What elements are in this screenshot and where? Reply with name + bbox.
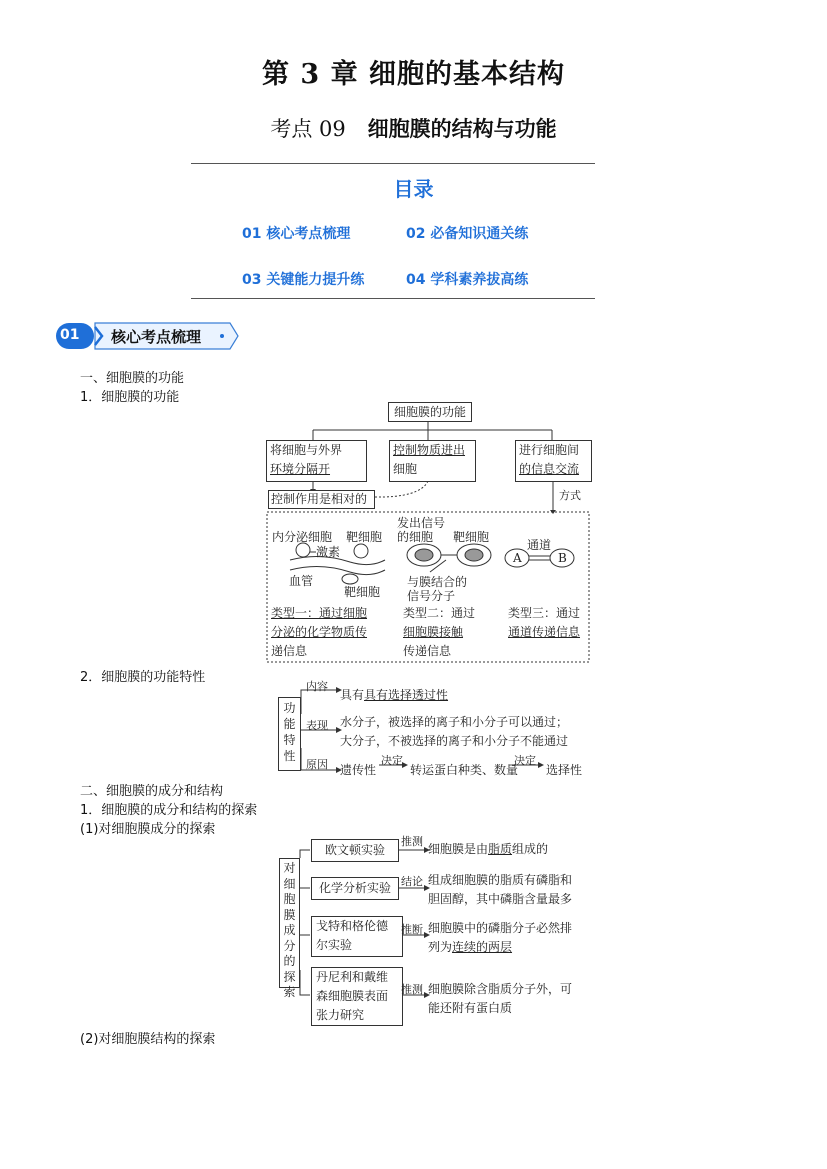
d3-res-0: 细胞膜是由脂质组成的 bbox=[428, 842, 549, 856]
toc-item-03[interactable]: 03 关键能力提升练 bbox=[242, 272, 365, 288]
d1-p3-channel: 通道 bbox=[527, 538, 552, 552]
heading-2-1b: (2)对细胞膜结构的探索 bbox=[80, 1032, 216, 1047]
d2-reason-a: 遗传性 bbox=[340, 763, 377, 777]
d2-tag-reason: 原因 bbox=[306, 758, 328, 771]
d1-p1-c1: 类型一：通过细胞 bbox=[271, 606, 368, 620]
d2-content-text: 具有选择透过性 bbox=[364, 688, 449, 702]
d1-p2-bound1: 与膜结合的 bbox=[407, 575, 468, 589]
heading-2: 二、细胞膜的成分和结构 bbox=[80, 784, 224, 799]
d3-res-2-l1: 细胞膜中的磷脂分子必然排 bbox=[428, 921, 573, 935]
toc-item-02[interactable]: 02 必备知识通关练 bbox=[406, 226, 529, 242]
d1-p2-bound2: 信号分子 bbox=[407, 589, 456, 603]
toc-title: 目录 bbox=[393, 177, 434, 201]
d1-p2-sender2: 的细胞 bbox=[397, 530, 434, 544]
d3-exp-3-l2: 森细胞膜表面 bbox=[316, 989, 389, 1003]
d3-tag-0: 推测 bbox=[401, 835, 423, 848]
section-label: 核心考点梳理 bbox=[111, 328, 202, 346]
d1-p1-c2: 分泌的化学物质传 bbox=[271, 625, 368, 639]
d3-tag-1: 结论 bbox=[401, 875, 423, 888]
d1-b3-line1: 进行细胞间 bbox=[519, 443, 580, 457]
d1-p2-c3: 传递信息 bbox=[403, 644, 452, 658]
d1-b2-line2: 细胞 bbox=[393, 462, 418, 476]
d2-expression-b: 大分子，不被选择的离子和小分子不能通过 bbox=[340, 734, 569, 748]
d3-exp-3-l1: 丹尼利和戴维 bbox=[316, 970, 389, 984]
d1-p1-vessel: 血管 bbox=[289, 574, 314, 588]
d2-content: 具有具有选择透过性 bbox=[340, 688, 449, 702]
d3-left-box: 对细胞膜成分的探索 bbox=[279, 858, 300, 988]
d1-p2-c1: 类型二：通过 bbox=[403, 606, 476, 620]
section-number: 01 bbox=[60, 327, 80, 343]
d3-exp-1: 化学分析实验 bbox=[311, 877, 399, 900]
d1-p3-c1: 类型三：通过 bbox=[508, 606, 581, 620]
d1-fangshi: 方式 bbox=[559, 489, 581, 502]
d3-res-1-l1: 组成细胞膜的脂质有磷脂和 bbox=[428, 873, 573, 887]
d3-exp-2-l1: 戈特和格伦德 bbox=[316, 919, 389, 933]
heading-2-1a: (1)对细胞膜成分的探索 bbox=[80, 822, 216, 837]
d3-res-1 bbox=[428, 871, 572, 909]
d1-p1-target1: 靶细胞 bbox=[346, 530, 383, 544]
toc-item-04[interactable]: 04 学科素养拔高练 bbox=[406, 272, 529, 288]
d2-arrow2-label: 决定 bbox=[514, 754, 536, 767]
d3-tag-3: 推测 bbox=[401, 983, 423, 996]
d3-exp-2-l2: 尔实验 bbox=[316, 938, 353, 952]
d2-tag-content: 内容 bbox=[306, 680, 328, 693]
chapter-title: 第 3 章 细胞的基本结构 bbox=[262, 59, 565, 90]
d2-expression-a: 水分子，被选择的离子和小分子可以通过； bbox=[340, 715, 569, 729]
d1-b1-line1: 将细胞与外界 bbox=[270, 443, 343, 457]
d3-res-1-l2: 胆固醇，其中磷脂含量最多 bbox=[428, 892, 573, 906]
d2-left-box: 功能特性 bbox=[278, 697, 301, 771]
d1-p3-b: B bbox=[558, 551, 567, 565]
d3-exp-3 bbox=[311, 967, 403, 1026]
d1-relative: 控制作用是相对的 bbox=[268, 490, 375, 509]
d1-p2-sender1: 发出信号 bbox=[397, 516, 446, 530]
d3-tag-2: 推断 bbox=[401, 923, 423, 936]
d1-p3-c2: 通道传递信息 bbox=[508, 625, 581, 639]
heading-1: 一、细胞膜的功能 bbox=[80, 371, 185, 386]
d1-root: 细胞膜的功能 bbox=[388, 402, 472, 422]
d3-res-2 bbox=[428, 919, 572, 957]
d2-arrow1-label: 决定 bbox=[381, 754, 403, 767]
d3-res-3 bbox=[428, 980, 572, 1018]
d3-res-2-l2: 列为连续的两层 bbox=[428, 940, 513, 954]
heading-1-2: 2．细胞膜的功能特性 bbox=[80, 670, 206, 685]
topic-code: 考点 09 bbox=[270, 117, 346, 141]
d1-p1-hormone: 激素 bbox=[316, 545, 341, 559]
d1-b3-line2: 的信息交流 bbox=[519, 462, 580, 476]
d3-res-3-l2: 能还附有蛋白质 bbox=[428, 1001, 513, 1015]
d1-p3-a: A bbox=[513, 551, 522, 565]
d1-p2-c2: 细胞膜接触 bbox=[403, 625, 464, 639]
toc-item-01[interactable]: 01 核心考点梳理 bbox=[242, 226, 351, 242]
heading-2-1: 1．细胞膜的成分和结构的探索 bbox=[80, 803, 258, 818]
heading-1-1: 1．细胞膜的功能 bbox=[80, 390, 180, 405]
d3-exp-0: 欧文顿实验 bbox=[311, 839, 399, 862]
d3-res-3-l1: 细胞膜除含脂质分子外，可 bbox=[428, 982, 573, 996]
d1-p2-target: 靶细胞 bbox=[453, 530, 490, 544]
d1-p1-c3: 递信息 bbox=[271, 644, 308, 658]
d3-exp-2 bbox=[311, 916, 403, 957]
d2-reason-b: 转运蛋白种类、数量 bbox=[410, 763, 519, 777]
d1-p1-target2: 靶细胞 bbox=[344, 585, 381, 599]
topic-name: 细胞膜的结构与功能 bbox=[367, 116, 557, 141]
d3-exp-3-l3: 张力研究 bbox=[316, 1008, 365, 1022]
d1-p1-endocrine: 内分泌细胞 bbox=[272, 530, 333, 544]
d2-tag-expression: 表现 bbox=[306, 719, 328, 732]
d1-b1-line2: 环境分隔开 bbox=[270, 462, 331, 476]
d1-b2-line1: 控制物质进出 bbox=[393, 443, 466, 457]
d2-reason-c: 选择性 bbox=[546, 763, 583, 777]
